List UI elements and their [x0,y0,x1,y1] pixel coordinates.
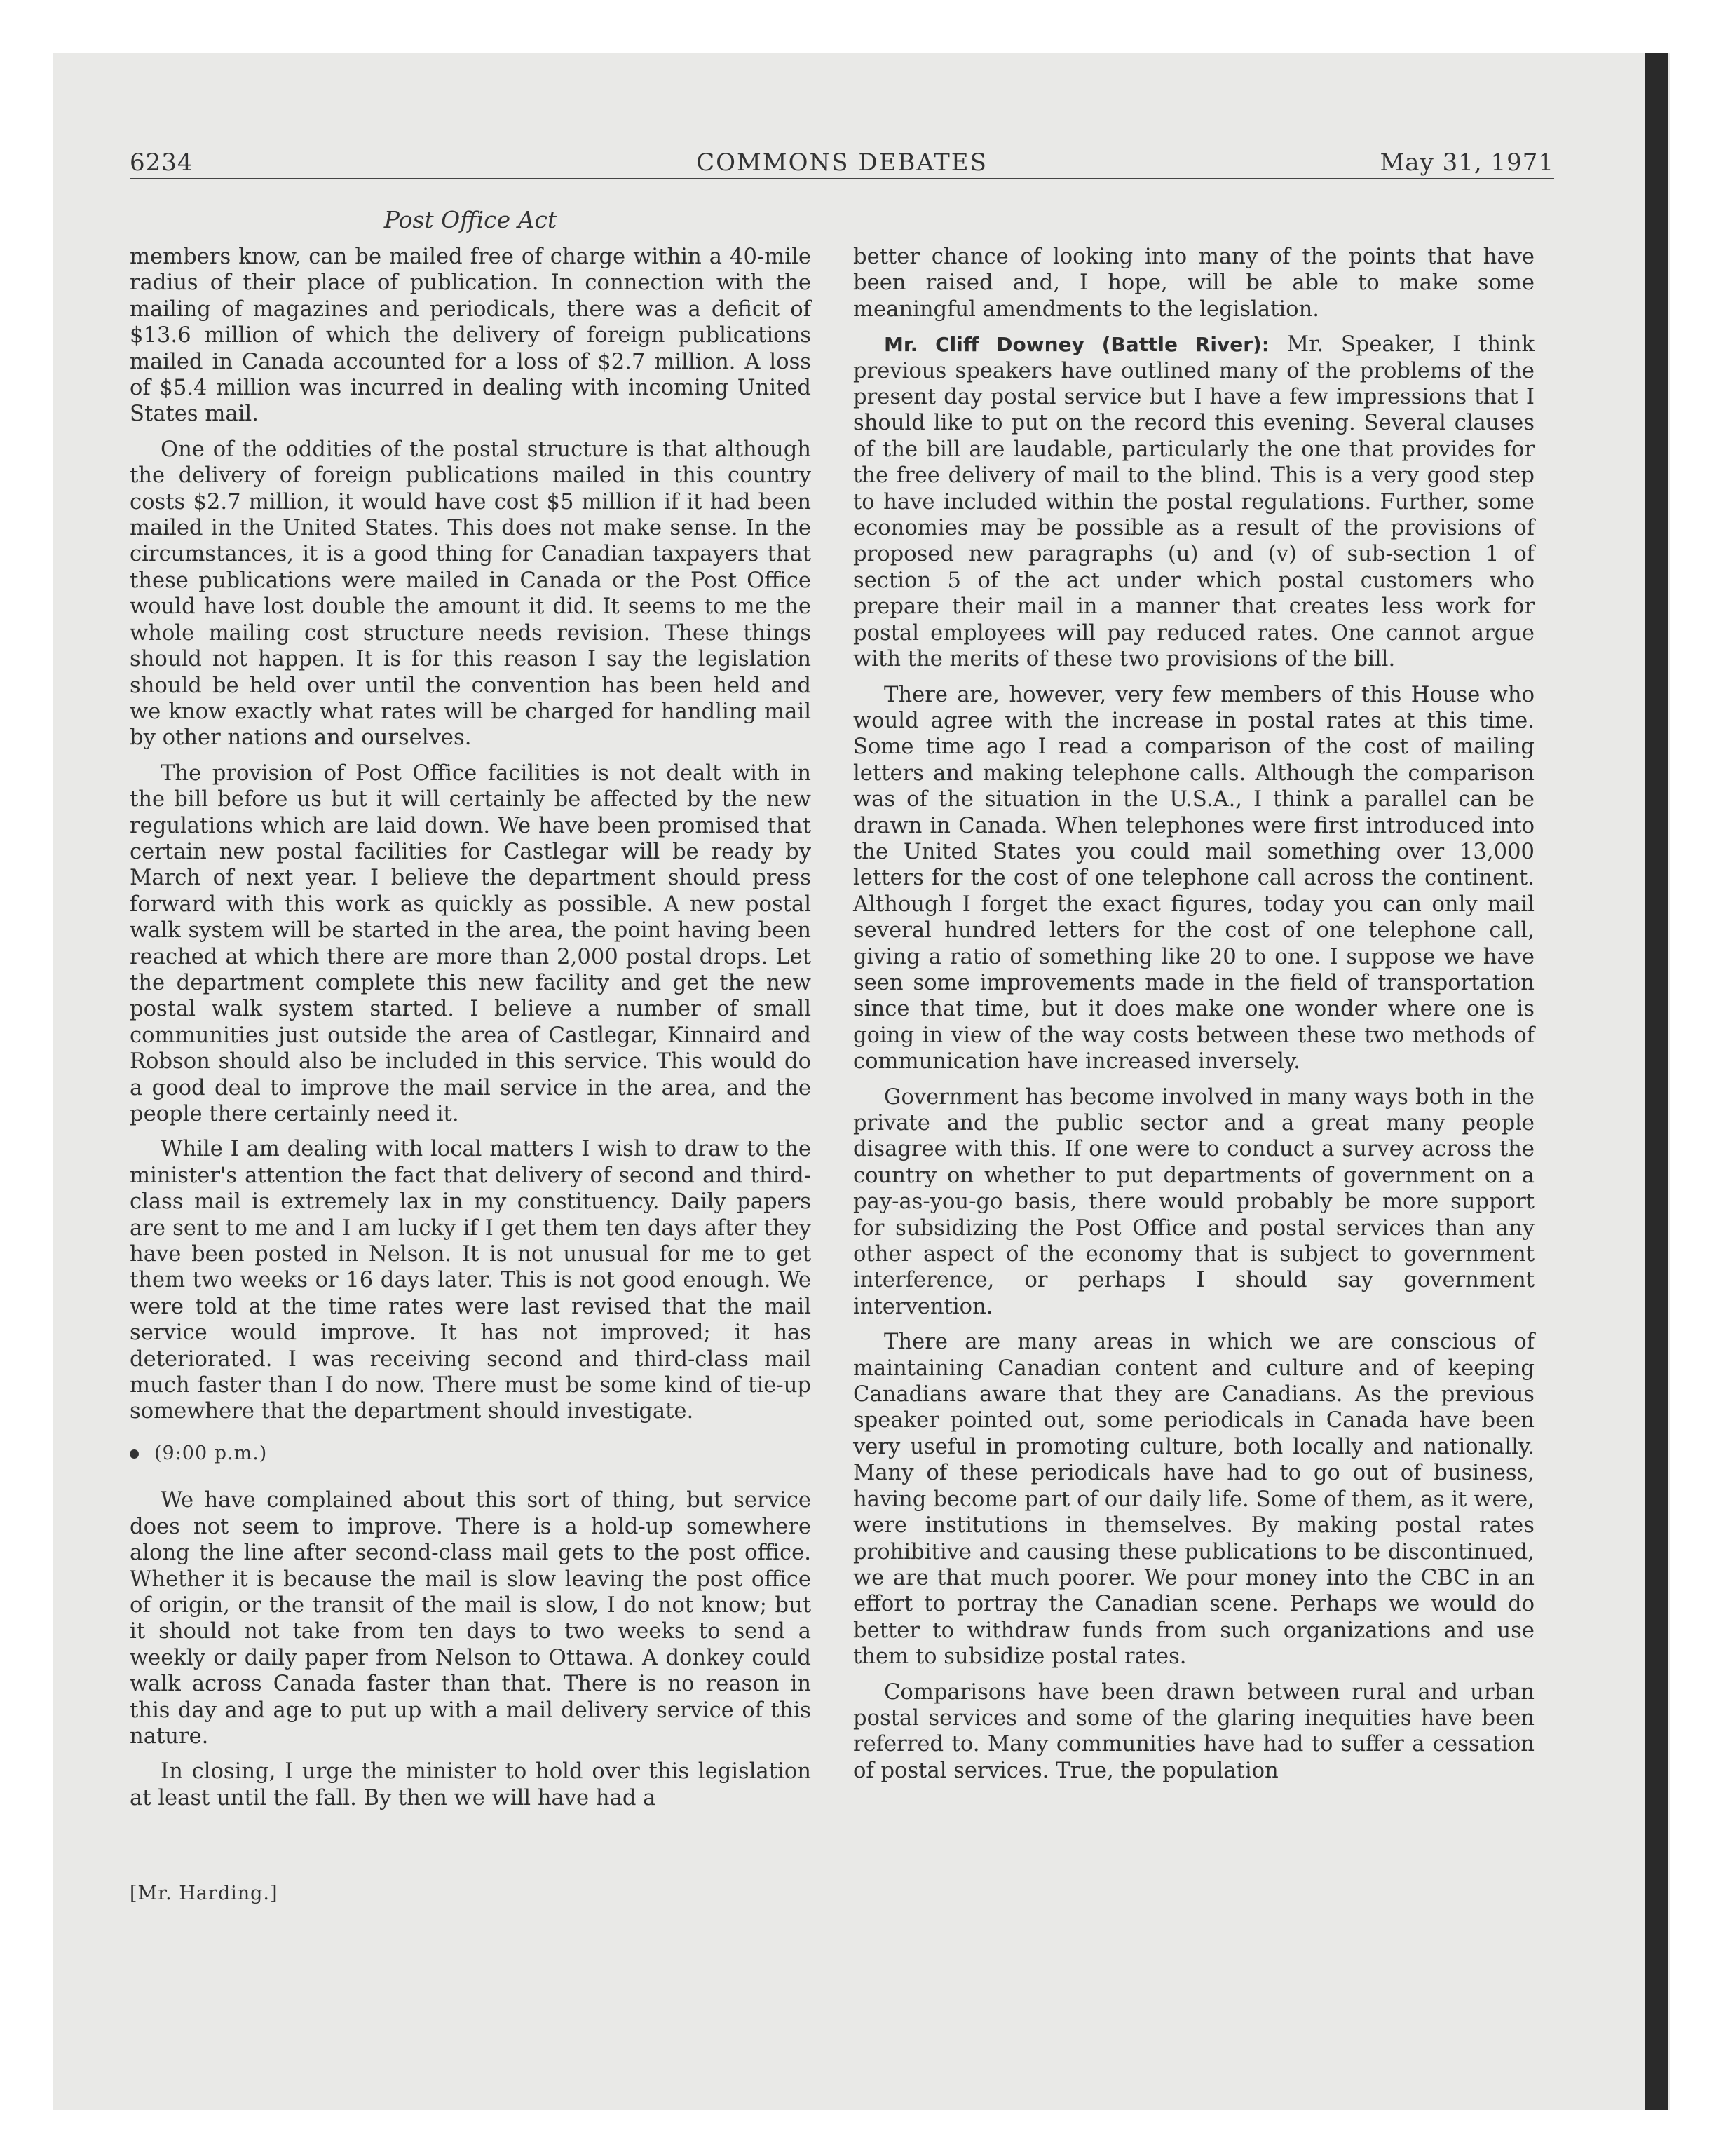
paragraph: members know, can be mailed free of charge within a 40-mile radius of their place of publication. In connection with the mailing of magazines and periodicals, there was a deficit of $13.6 million of which the delivery of foreign publications mailed in Canada accounted for a loss of $2.7 million. A loss of $5.4 million was incurred in dealing with incoming United States mail. [130,245,811,427]
paragraph: There are, however, very few members of this House who would agree with the increase in postal rates at this time. Some time ago I read a comparison of the cost of mailing letters and making telephone calls. Although the comparison was of the situation in the U.S.A., I think a parallel can be drawn in Canada. When telephones were first introduced into the United States you could mail something over 13,000 letters for the cost of one telephone call across the continent. Although I forget the exact figures, today you can only mail several hundred letters for the cost of one telephone call, giving a ratio of something like 20 to one. I suppose we have seen some improvements made in the field of transportation since that time, but it does make one wonder where one is going in view of the way costs between these two methods of communication have increased inversely. [853,682,1535,1074]
paragraph: We have complained about this sort of thing, but service does not seem to improve. There is a hold-up somewhere along the line after second-class mail gets to the post office. Whether it is because the mail is slow leaving the post office of origin, or the transit of the mail is slow, I do not know; but it should not take from ten days to two weeks to send a weekly or daily paper from Nelson to Ottawa. A donkey could walk across Canada faster than that. There is no reason in this day and age to put up with a mail delivery service of this nature. [130,1488,811,1749]
bullet-icon [130,1449,139,1459]
paragraph: Government has become involved in many ways both in the private and the public sector and a great many people disagree with this. If one were to conduct a survey across the country on whether to put departments of government on a pay-as-you-go basis, there would probably be more support for subsidizing the Post Office and postal services than any other aspect of the economy that is subject to government interference, or perhaps I should say government intervention. [853,1084,1535,1319]
speaker-paragraph [853,332,1535,672]
header-date: May 31, 1971 [1380,149,1554,177]
paragraph: In closing, I urge the minister to hold over this legislation at least until the fall. By then we will have had a [130,1759,811,1810]
time-stamp [130,1440,811,1466]
scan-edge-shadow [1645,53,1668,2110]
page-header [130,146,1554,179]
left-column [130,244,811,1820]
time-stamp-text: (9:00 p.m.) [154,1442,268,1464]
page-number: 6234 [130,149,193,177]
right-column [853,244,1535,1793]
paragraph: better chance of looking into many of the points that have been raised and, I hope, will be able to make some meaningful amendments to the legislation. [853,245,1535,322]
paragraph: While I am dealing with local matters I wish to draw to the minister's attention the fact that delivery of second and third-class mail is extremely lax in my constituency. Daily papers are sent to me and I am lucky if I get them ten days after they have been posted in Nelson. It is not unusual for me to get them two weeks or 16 days later. This is not good enough. We were told at the time rates were last revised that the mail service would improve. It has not improved; it has deteriorated. I was receiving second and third-class mail much faster than I do now. There must be some kind of tie-up somewhere that the department should investigate. [130,1137,811,1424]
running-title: COMMONS DEBATES [696,149,988,177]
section-title: Post Office Act [383,206,557,233]
paragraph: The provision of Post Office facilities is not dealt with in the bill before us but it will certainly be affected by the new regulations which are laid down. We have been promised that certain new postal facilities for Castlegar will be ready by March of next year. I believe the department should press forward with this work as quickly as possible. A new postal walk system will be started in the area, the point having been reached at which there are more than 2,000 postal drops. Let the department complete this new facility and get the new postal walk system started. I believe a number of small communities just outside the area of Castlegar, Kinnaird and Robson should also be included in this service. This would do a good deal to improve the mail service in the area, and the people there certainly need it. [130,760,811,1126]
speaker-text: Mr. Speaker, I think previous speakers have outlined many of the problems of the present day postal service but I have a few impressions that I should like to put on the record this evening. Several clauses of the bill are laudable, particularly the one that provides for the free delivery of mail to the blind. This is a very good step to have included within the postal regulations. Further, some economies may be possible as a result of the provisions of proposed new paragraphs (u) and (v) of sub-section 1 of section 5 of the act under which postal customers who prepare their mail in a manner that creates less work for postal employees will pay reduced rates. One cannot argue with the merits of these two provisions of the bill. [853,332,1535,672]
paragraph: There are many areas in which we are conscious of maintaining Canadian content and culture and of keeping Canadians aware that they are Canadians. As the previous speaker pointed out, some periodicals in Canada have been very useful in promoting culture, both locally and nationally. Many of these periodicals have had to go out of business, having become part of our daily life. Some of them, as it were, were institutions in themselves. By making postal rates prohibitive and causing these publications to be discontinued, we are that much poorer. We pour money into the CBC in an effort to portray the Canadian scene. Perhaps we would do better to withdraw funds from such organizations and use them to subsidize postal rates. [853,1330,1535,1670]
footer-note: [Mr. Harding.] [130,1883,278,1904]
paragraph: One of the oddities of the postal structure is that although the delivery of foreign publications mailed in this country costs $2.7 million, it would have cost $5 million if it had been mailed in the United States. This does not make sense. In the circumstances, it is a good thing for Canadian taxpayers that these publications were mailed in Canada or the Post Office would have lost double the amount it did. It seems to me the whole mailing cost structure needs revision. These things should not happen. It is for this reason I say the legislation should be held over until the convention has been held and we know exactly what rates will be charged for handling mail by other nations and ourselves. [130,437,811,751]
speaker-name: Mr. Cliff Downey (Battle River): [884,333,1270,357]
header-rule [130,178,1554,179]
paragraph: Comparisons have been drawn between rural and urban postal services and some of the glaring inequities have been referred to. Many communities have had to suffer a cessation of postal services. True, the population [853,1679,1535,1783]
